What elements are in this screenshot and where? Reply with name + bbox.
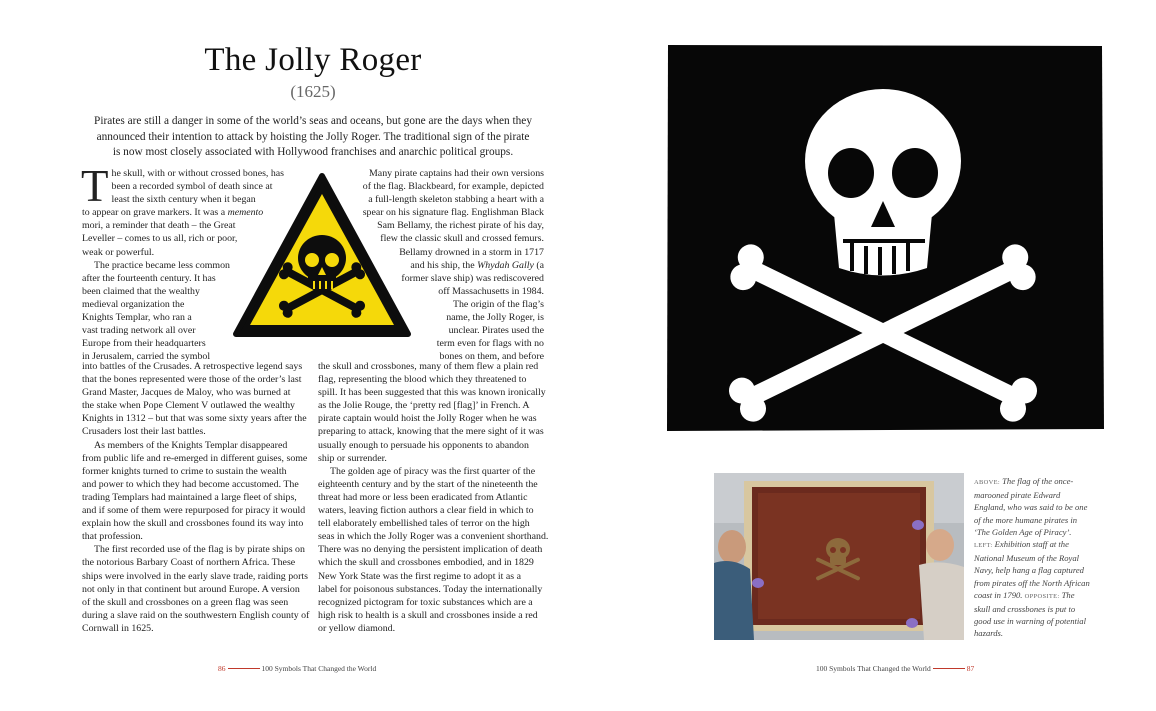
page-number: 86 (218, 664, 226, 673)
text-line: and if some of them were repurposed for piracy it would (82, 505, 306, 517)
text-line: a full-length skeleton stabbing a heart with a (368, 194, 544, 206)
intro-line: announced their intention to attack by hoisting the Jolly Roger. The traditional sign of the pirate (96, 130, 530, 143)
text-line: which the skull and crossbones embodied, and in 1829 (318, 557, 534, 569)
text-line: flag, representing the blood which they threatened to (318, 374, 527, 386)
image-caption (974, 475, 1092, 640)
footer-right (816, 664, 974, 673)
text-fragment: and his ship, the (410, 259, 478, 271)
text-line: trading Templars had maintained a large fleet of ships, (82, 491, 297, 503)
text-fragment: (a (533, 259, 544, 271)
text-line: The origin of the flag’s (452, 298, 544, 310)
text-line: Many pirate captains had their own versions (369, 168, 544, 179)
text-line: former slave ship) was rediscovered (401, 272, 544, 284)
footer-rule (228, 668, 260, 669)
italic-ship-name: Whydah Gally (477, 259, 534, 271)
text-line: There was no denying the persistent implication of death (318, 544, 543, 556)
text-line: term even for flags with no (436, 338, 544, 350)
text-line: pirate captain would hoist the Jolly Roger when he was (318, 413, 537, 425)
text-line: eighteenth century and by the start of the nineteenth the (318, 478, 538, 490)
text-line: name, the Jolly Roger, is (446, 312, 544, 324)
text-line: or yellow diamond. (318, 622, 396, 634)
caption-text-opposite: The skull and crossbones is put to good use in warning of potential hazards. (974, 589, 1086, 639)
text-line: of the flag. Blackbeard, for example, depicted (362, 181, 544, 193)
text-line: The practice became less common (94, 259, 230, 271)
text-line: ships were involved in the early slave trade, raiding ports (82, 570, 308, 582)
text-line: waters, leaving fiction authors a clear field in which to (318, 505, 534, 517)
text-line: after the fourteenth century. It has (82, 272, 216, 284)
text-line: during a slave raid on the southwestern English county of (82, 609, 310, 621)
text-line: off Massachusetts in 1984. (438, 285, 544, 297)
text-line: from public life and re-emerged in different guises, some (82, 452, 308, 464)
text-line: Europe from their headquarters (82, 338, 206, 350)
text-line: spill. It has been suggested that this was known ironically (318, 387, 546, 399)
text-line: and power to which they had become accustomed. The (82, 478, 299, 490)
text-line: Grand Master, Jacques de Maloy, who was burned at (82, 387, 291, 399)
text-line: flew the classic skull and crossed femurs. (380, 233, 544, 245)
intro-line: Pirates are still a danger in some of the world’s seas and oceans, but gone are the days when they (94, 115, 532, 127)
text-line: Bellamy drowned in a storm in 1717 (399, 246, 544, 258)
page-date: (1625) (290, 82, 336, 101)
intro-paragraph (82, 114, 544, 161)
body-column-2-bottom (318, 360, 549, 635)
text-line: preparing to attack, knowing that the mere sight of it was (318, 426, 544, 438)
text-line: the skull and crossbones, many of them flew a plain red (318, 361, 539, 372)
caption-label-left: LEFT: (974, 542, 993, 550)
caption-label-opposite: OPPOSITE: (1024, 592, 1060, 600)
running-title: 100 Symbols That Changed the World (261, 664, 377, 673)
text-line: seas in which the Jolly Roger was a convenient shorthand. (318, 531, 549, 543)
text-line: that the bones represented were those of the order’s last (82, 374, 302, 386)
text-line: Knights in 1312 – but that was some sixty years after the (82, 413, 307, 425)
text-line: that profession. (82, 531, 143, 543)
text-line: high risk to health is a skull and crossbones inside a red (318, 609, 538, 621)
italic-term: memento (227, 207, 264, 219)
text-line: in Jerusalem, carried the symbol (82, 351, 211, 363)
text-line: the notorious Barbary Coast of northern Africa. These (82, 557, 296, 569)
text-line: former knights turned to crime to sustain the wealth (82, 465, 287, 477)
text-line: Sam Bellamy, the richest pirate of his day, (377, 220, 544, 232)
text-line: recognized pictogram for toxic substances which are a (318, 596, 533, 608)
text-line: mori, a reminder that death – the Great (82, 220, 236, 232)
text-line: into battles of the Crusades. A retrospective legend says (82, 361, 303, 372)
text-line: least the sixth century when it began (111, 194, 256, 206)
text-line: Cornwall in 1625. (82, 622, 154, 634)
text-line: The first recorded use of the flag is by pirate ships on (94, 544, 305, 556)
text-line: tell elaborately embellished tales of terror on the high (318, 518, 530, 530)
caption-text-above: The flag of the once-marooned pirate Edward England, who was said to be one of the more humane pirates in ‘The Golden Age of Piracy’. (974, 476, 1088, 537)
text-line: been claimed that the wealthy (82, 285, 200, 297)
footer-left (218, 664, 376, 673)
footer-rule (933, 668, 965, 669)
text-line: unclear. Pirates used the (448, 325, 544, 337)
intro-line: is now most closely associated with Hollywood franchises and anarchic political groups. (112, 146, 514, 158)
text-line: the stake when Pope Clement V outlawed the wealthy (82, 400, 295, 412)
body-column-1-bottom (82, 360, 310, 635)
text-line: As members of the Knights Templar disappeared (94, 439, 288, 451)
text-line: been a recorded symbol of death since at (111, 181, 273, 193)
running-title: 100 Symbols That Changed the World (816, 664, 931, 673)
text-line: Leveller – comes to us all, rich or poor, (82, 233, 238, 245)
text-line: threat had more or less been eradicated from Atlantic (318, 491, 528, 503)
text-line: label for poisonous substances. Today the internationally (318, 583, 543, 595)
page-number: 87 (966, 664, 975, 673)
text-line: Crusaders lost their last battles. (82, 426, 206, 438)
text-line: vast trading network all over (82, 325, 196, 337)
museum-flag-photo (714, 473, 964, 640)
drop-cap: T (81, 161, 109, 211)
text-line: Knights Templar, who ran a (82, 312, 192, 324)
text-line: New York State was the first regime to adopt it as a (318, 570, 521, 582)
text-line: The golden age of piracy was the first quarter of the (330, 465, 536, 477)
skull-crossbones-warning-icon (232, 172, 412, 338)
text-line: weak or powerful. (82, 246, 155, 258)
caption-text-left: Exhibition staff at the National Museum of the Royal Navy, help hang a flag captured from pirates off the North African coast in 1790. (974, 539, 1090, 600)
text-line: explain how the skull and crossbones found its way into (82, 518, 304, 530)
text-line: he skull, with or without crossed bones, has (111, 168, 285, 179)
text-line: usually enough to persuade his opponents to abandon (318, 439, 529, 451)
text-line: bones on them, and before (439, 351, 544, 363)
caption-label-above: ABOVE: (974, 479, 1000, 486)
page-title: The Jolly Roger (204, 42, 422, 78)
text-line: as the Jolie Rouge, the ‘pretty red [flag]’ in French. A (318, 400, 530, 412)
text-line: ship or surrender. (318, 452, 387, 464)
text-line: medieval organization the (82, 298, 185, 310)
text-line: not only in that continent but around Europe. A version (82, 583, 300, 595)
text-line: spear on his signature flag. Englishman Black (362, 207, 544, 219)
jolly-roger-flag (665, 43, 1105, 433)
text-line: of the skull and crossbones on a green flag was seen (82, 596, 289, 608)
text-fragment: to appear on grave markers. It was a (82, 207, 228, 219)
